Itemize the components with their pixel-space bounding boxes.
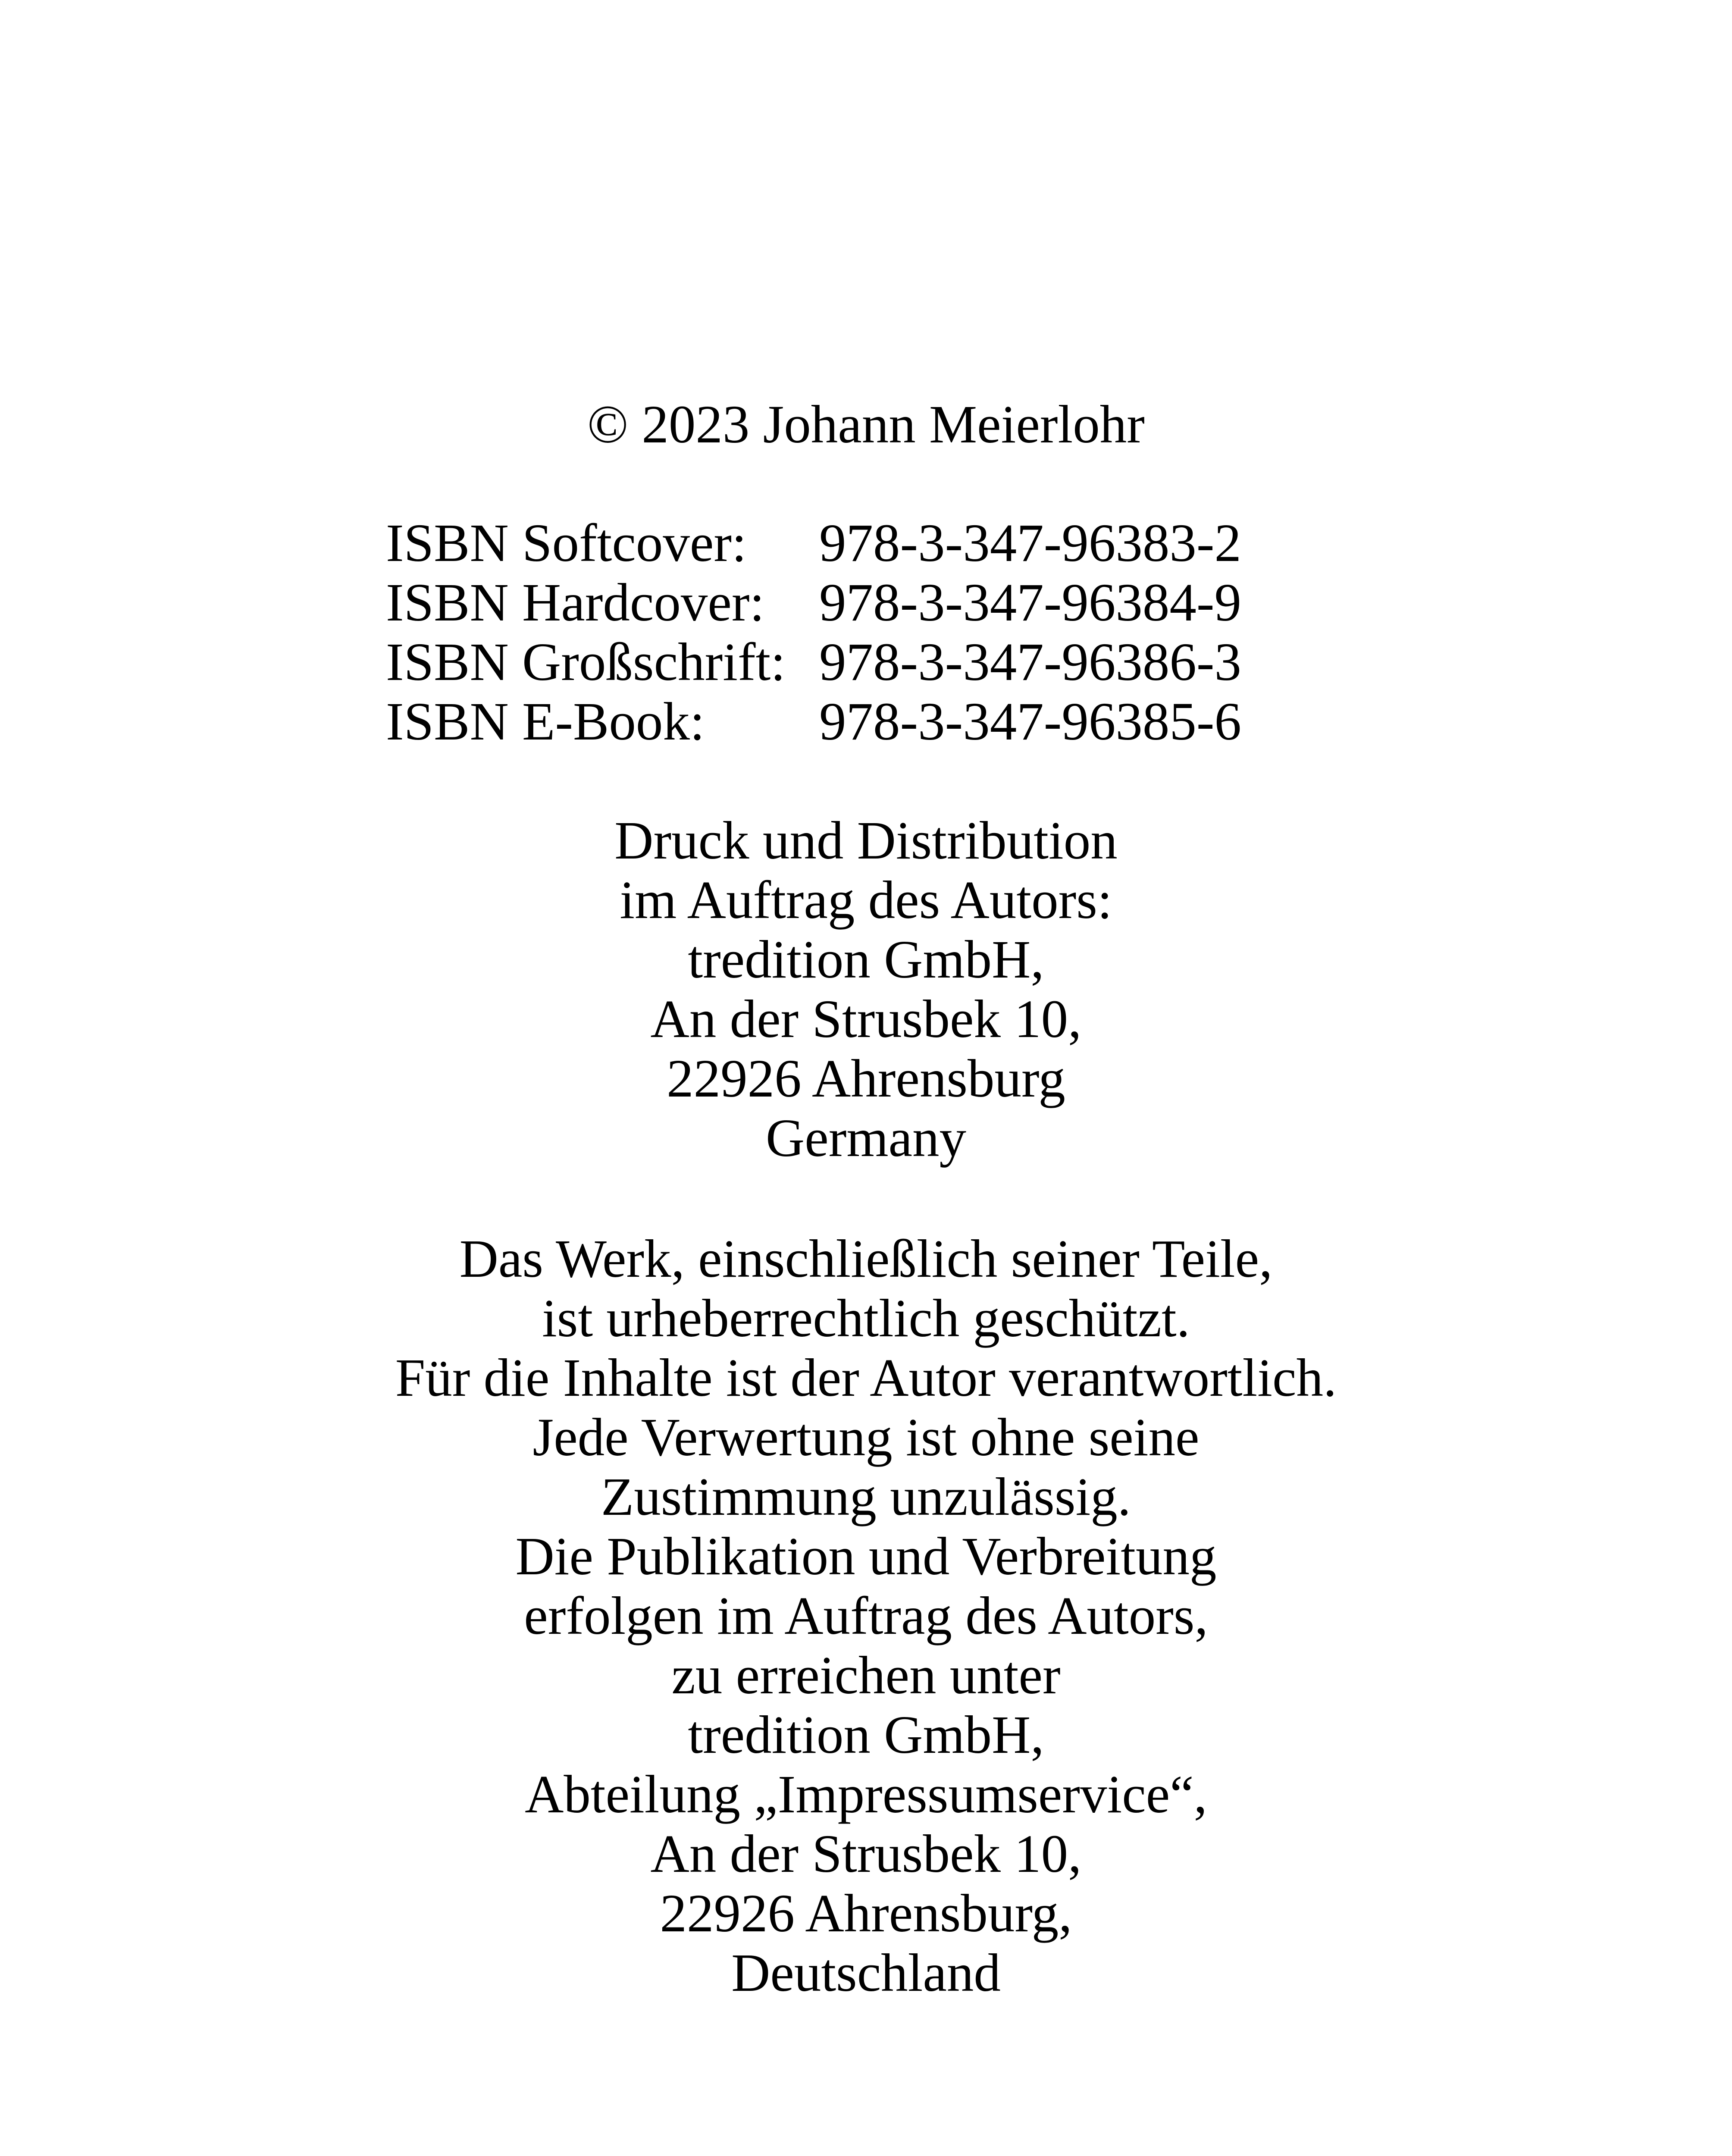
- distribution-line: Druck und Distribution: [614, 811, 1118, 871]
- isbn-label: ISBN Softcover:: [386, 514, 747, 573]
- distribution-line: im Auftrag des Autors:: [620, 871, 1112, 930]
- isbn-value: 978-3-347-96383-2: [819, 514, 1242, 573]
- distribution-line: Germany: [765, 1109, 967, 1168]
- legal-line: Die Publikation und Verbreitung: [515, 1527, 1217, 1586]
- isbn-label: ISBN Großschrift:: [386, 633, 786, 692]
- legal-line: Zustimmung unzulässig.: [601, 1467, 1131, 1527]
- isbn-row-hardcover: [0, 573, 1732, 633]
- isbn-value: 978-3-347-96386-3: [819, 633, 1242, 692]
- isbn-value: 978-3-347-96384-9: [819, 573, 1242, 633]
- distribution-line: tredition GmbH,: [688, 930, 1044, 990]
- isbn-row-grossschrift: [0, 632, 1732, 693]
- legal-line: Jede Verwertung ist ohne seine: [532, 1408, 1200, 1467]
- legal-line: Deutschland: [731, 1943, 1001, 2003]
- isbn-row-softcover: [0, 513, 1732, 573]
- legal-line: ist urheberrechtlich geschützt.: [542, 1289, 1190, 1348]
- distribution-line: 22926 Ahrensburg: [667, 1049, 1065, 1109]
- legal-line: 22926 Ahrensburg,: [660, 1884, 1072, 1943]
- legal-line: An der Strusbek 10,: [650, 1824, 1082, 1884]
- legal-line: Das Werk, einschließlich seiner Teile,: [459, 1229, 1273, 1289]
- isbn-label: ISBN Hardcover:: [386, 573, 765, 633]
- legal-line: erfolgen im Auftrag des Autors,: [524, 1586, 1208, 1646]
- copyright-line: © 2023 Johann Meierlohr: [587, 395, 1145, 454]
- isbn-label: ISBN E-Book:: [386, 692, 705, 752]
- legal-line: tredition GmbH,: [688, 1705, 1044, 1765]
- distribution-line: An der Strusbek 10,: [650, 990, 1082, 1049]
- isbn-row-ebook: [0, 692, 1732, 752]
- isbn-value: 978-3-347-96385-6: [819, 692, 1242, 752]
- legal-line: Für die Inhalte ist der Autor verantwortlich.: [395, 1348, 1337, 1408]
- legal-line: zu erreichen unter: [671, 1646, 1061, 1705]
- legal-line: Abteilung „Impressumservice“,: [525, 1765, 1207, 1824]
